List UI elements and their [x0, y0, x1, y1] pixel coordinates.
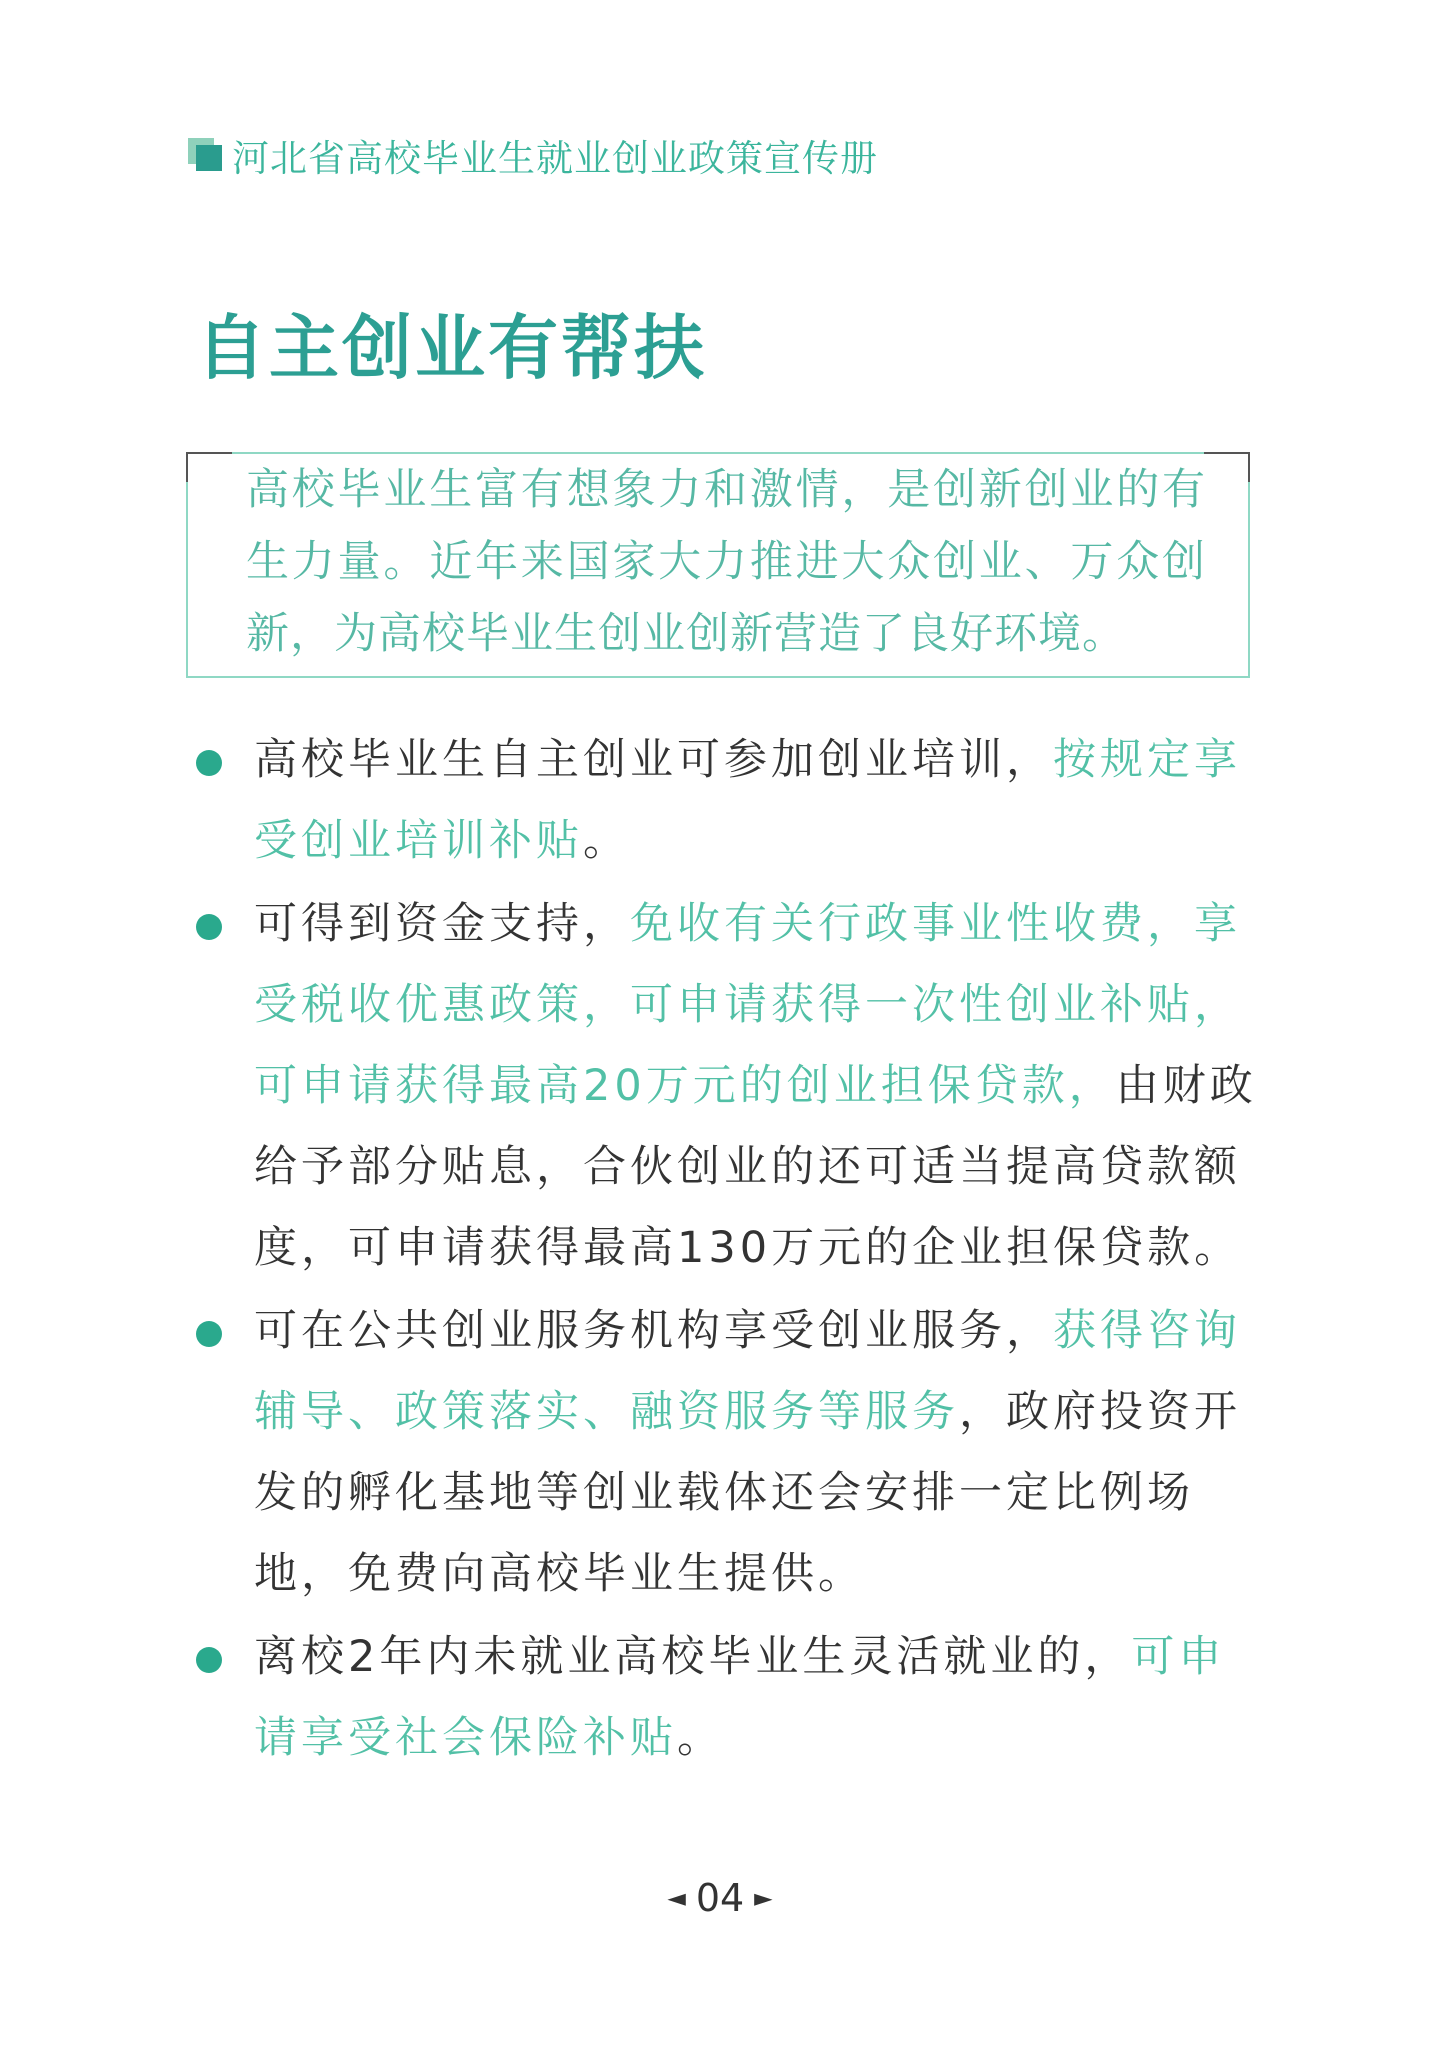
triangle-left-icon: ◄ — [667, 1884, 686, 1912]
page-number — [0, 1876, 1440, 1920]
page-header — [188, 132, 878, 178]
brand-square-icon — [188, 138, 222, 172]
bullet-highlight: 可申请享受社会保险补贴 — [254, 1632, 1226, 1763]
frame-corner-left-vertical — [186, 452, 188, 482]
bullet-highlight: 免收有关行政事业性收费，享受税收优惠政策，可申请获得一次性创业补贴，可申请获得最高20万元的创业担保贷款， — [254, 899, 1241, 1111]
bullet-text: 离校2年内未就业高校毕业生灵活就业的， — [254, 1632, 1132, 1682]
bullet-dot-icon — [196, 1647, 222, 1673]
bullet-text: 。 — [583, 816, 630, 866]
list-item — [196, 884, 1258, 1289]
bullet-text: 可在公共创业服务机构享受创业服务， — [254, 1306, 1053, 1356]
bullet-text: 高校毕业生自主创业可参加创业培训， — [254, 735, 1053, 785]
list-item — [196, 1617, 1258, 1779]
section-title: 自主创业有帮扶 — [196, 307, 707, 389]
intro-text: 高校毕业生富有想象力和激情，是创新创业的有生力量。近年来国家大力推进大众创业、万众创新，为高校毕业生创业创新营造了良好环境。 — [246, 465, 1206, 659]
bullet-dot-icon — [196, 914, 222, 940]
frame-corner-right — [1204, 452, 1250, 454]
list-item — [196, 720, 1258, 882]
bullet-highlight: 按规定享受创业培训补贴 — [254, 735, 1241, 866]
bullet-dot-icon — [196, 1321, 222, 1347]
frame-corner-left — [186, 452, 232, 454]
bullet-text: 。 — [677, 1713, 724, 1763]
bullet-dot-icon — [196, 750, 222, 776]
bullet-text: ，政府投资开发的孵化基地等创业载体还会安排一定比例场地，免费向高校毕业生提供。 — [254, 1387, 1241, 1599]
bullet-text: 由财政给予部分贴息，合伙创业的还可适当提高贷款额度，可申请获得最高130万元的企业担保贷款。 — [254, 1061, 1257, 1273]
frame-corner-right-vertical — [1248, 452, 1250, 482]
booklet-title: 河北省高校毕业生就业创业政策宣传册 — [232, 137, 878, 180]
bullet-highlight: 获得咨询辅导、政策落实、融资服务等服务 — [254, 1306, 1241, 1437]
list-item — [196, 1291, 1258, 1615]
intro-box — [186, 452, 1250, 678]
page-number-value: 04 — [695, 1876, 745, 1920]
bullet-list — [196, 720, 1258, 1781]
triangle-right-icon: ► — [754, 1884, 773, 1912]
bullet-text: 可得到资金支持， — [254, 899, 630, 949]
